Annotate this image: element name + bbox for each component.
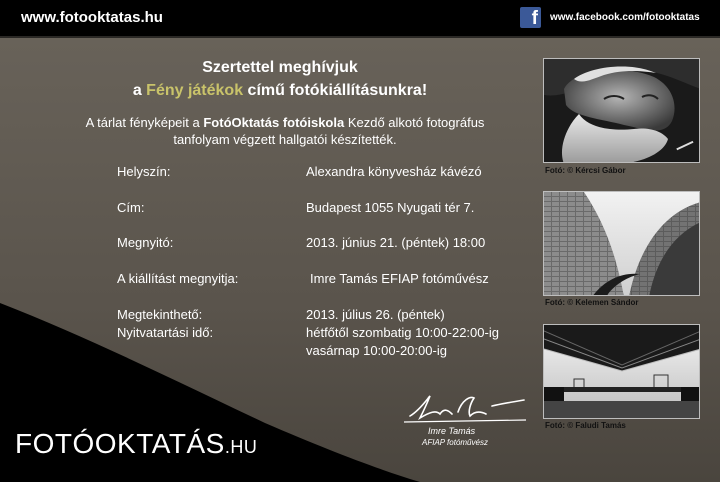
detail-label-hours: Nyitvatartási idő: — [117, 325, 214, 340]
photo-caption-2: Fotó: © Kelemen Sándor — [545, 298, 639, 307]
intro-pre: A tárlat fényképeit a — [85, 115, 204, 130]
signer-name: Imre Tamás — [428, 426, 476, 436]
photo-caption-3: Fotó: © Faludi Tamás — [545, 421, 626, 430]
detail-value-address: Budapest 1055 Nyugati tér 7. — [306, 200, 475, 215]
handwritten-signature — [400, 388, 540, 428]
headline-suffix: című fotókiállításunkra! — [243, 82, 428, 99]
intro-post: Kezdő alkotó fotográfus — [344, 115, 485, 130]
photo-portrait-image — [544, 59, 700, 163]
detail-label-opening: Megnyitó: — [117, 235, 174, 250]
brand-suffix: .HU — [224, 437, 258, 457]
signer-title: AFIAP fotóművész — [422, 438, 488, 447]
exhibition-title: Fény játékok — [146, 82, 244, 99]
detail-value-hours: hétfőtől szombatig 10:00-22:00-ig — [306, 325, 499, 340]
detail-value-opening: 2013. június 21. (péntek) 18:00 — [306, 235, 486, 250]
photo-portrait — [543, 58, 700, 163]
detail-label-viewable: Megtekinthető: — [117, 307, 203, 322]
headline-prefix: a — [132, 82, 147, 99]
photo-caption-1: Fotó: © Kércsi Gábor — [545, 166, 626, 175]
photo-bridge — [543, 324, 700, 419]
photo-bridge-image — [544, 325, 700, 419]
brand-logo — [15, 428, 257, 460]
detail-value-viewable: 2013. július 26. (péntek) — [306, 307, 445, 322]
detail-value-opened-by: Imre Tamás EFIAP fotóművész — [310, 271, 489, 286]
headline-line-1: Szertettel meghívjuk — [202, 59, 358, 76]
detail-label-venue: Helyszín: — [117, 164, 171, 179]
school-name: FotóOktatás fotóiskola — [203, 115, 345, 130]
intro-line-2: tanfolyam végzett hallgatói készítették. — [173, 132, 397, 147]
brand-main: FOTÓOKTATÁS — [15, 428, 225, 459]
site-url-link[interactable]: www.fotooktatas.hu — [21, 9, 163, 26]
headline — [0, 56, 560, 102]
photo-brick-wall — [543, 191, 700, 296]
intro-text — [0, 114, 570, 148]
detail-label-address: Cím: — [117, 200, 145, 215]
detail-value-venue: Alexandra könyvesház kávézó — [306, 164, 482, 179]
detail-value-hours-sunday: vasárnap 10:00-20:00-ig — [306, 343, 447, 358]
facebook-glyph: f — [531, 8, 538, 28]
detail-label-opened-by: A kiállítást megnyitja: — [117, 271, 239, 286]
intro-line-1 — [0, 114, 570, 131]
headline-line-2 — [0, 79, 560, 102]
photo-brick-wall-image — [544, 192, 700, 296]
facebook-url-link[interactable]: www.facebook.com/fotooktatas — [550, 12, 700, 23]
